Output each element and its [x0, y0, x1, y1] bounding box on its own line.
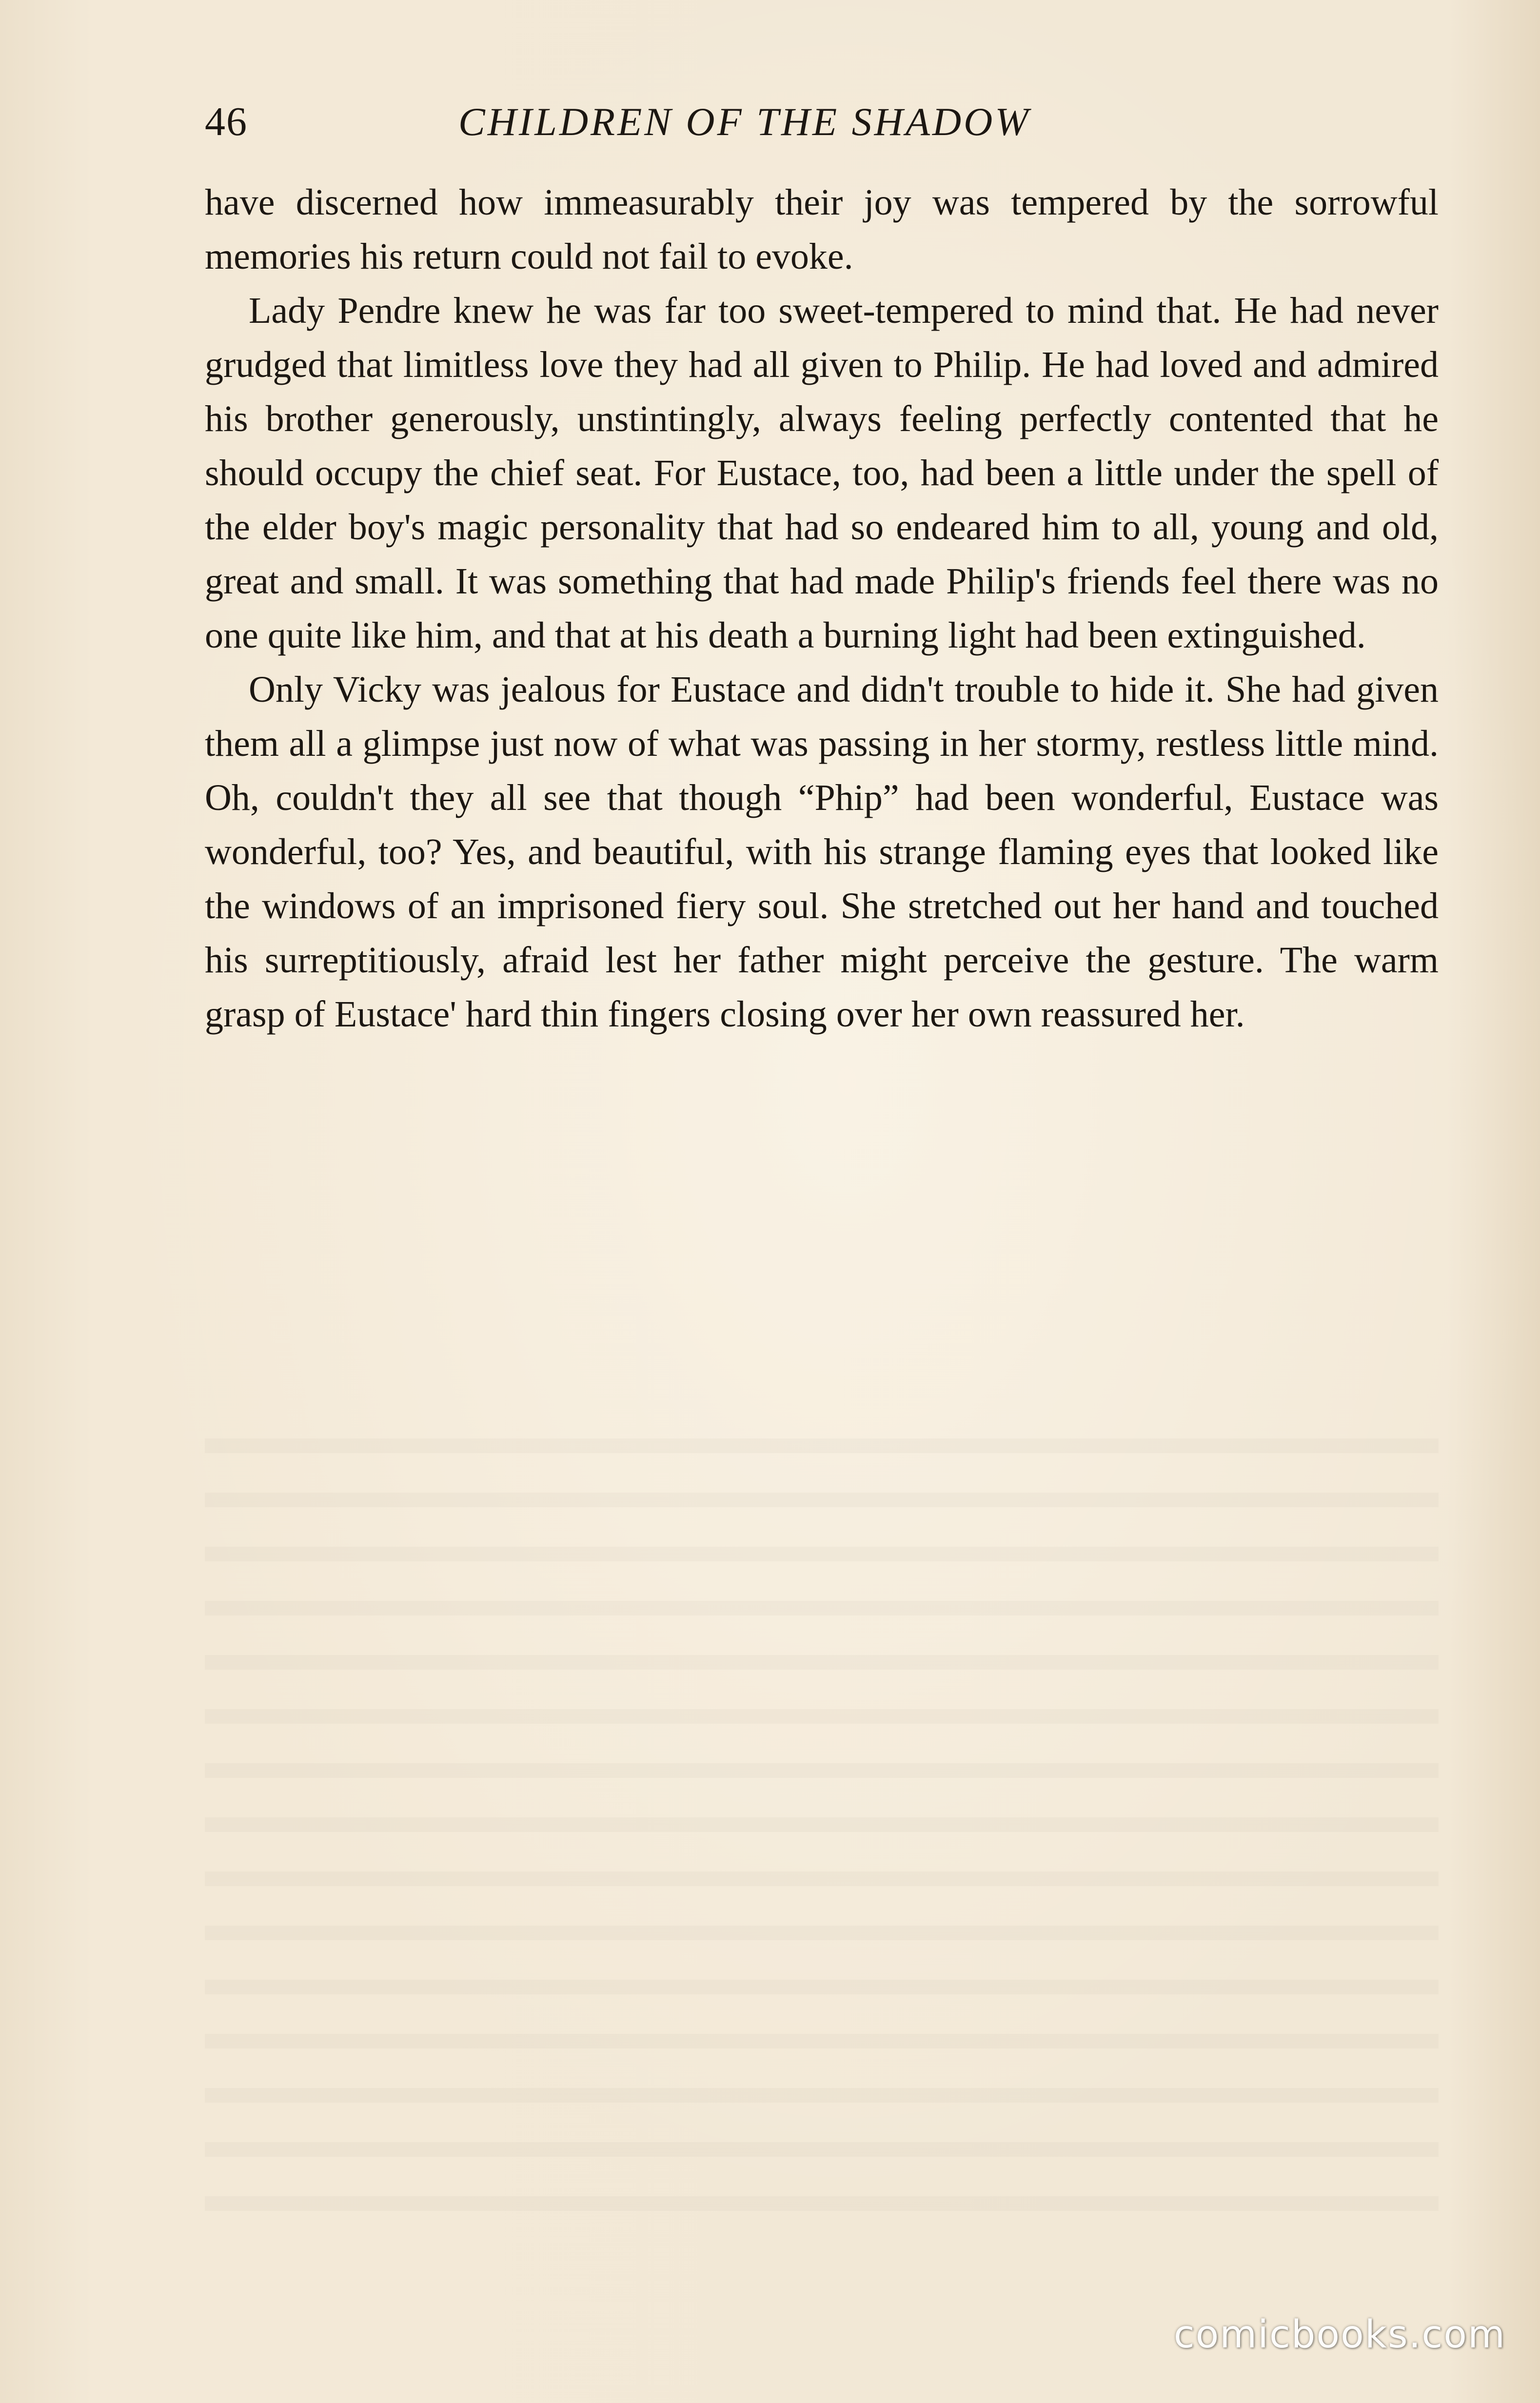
paragraph-1: have discerned how immeasurably their joy was tempered by the sorrowful memories his return could not fail to evoke. — [205, 182, 1439, 277]
page-number: 46 — [205, 99, 248, 144]
show-through-texture — [205, 1414, 1439, 2224]
paragraph-2: Lady Pendre knew he was far too sweet-tempered to mind that. He had never grudged that limitless love they had all given to Philip. He had loved and admired his brother generously, unstintingly, always feeling perfectly contented that he should occupy the chief seat. For Eustace, too, had been a little under the spell of the elder boy's magic personality that had so endeared him to all, young and old, great and small. It was something that had made Philip's friends feel there was no one quite like him, and that at his death a burning light had been extinguished. — [205, 290, 1439, 656]
watermark: comicbooks.com — [1173, 2313, 1506, 2357]
paragraph-3: Only Vicky was jealous for Eustace and didn't trouble to hide it. She had given them all a glimpse just now of what was passing in her stormy, restless little mind. Oh, couldn't they all see that though “Phip” had been wonderful, Eustace was wonderful, too? Yes, and beautiful, with his strange flaming eyes that looked like the windows of an imprisoned fiery soul. She stretched out her hand and touched his surreptitiously, afraid lest her father might perceive the gesture. The warm grasp of Eustace' hard thin fingers closing over her own reassured her. — [205, 669, 1439, 1035]
page-header — [205, 93, 1439, 151]
running-title: CHILDREN OF THE SHADOW — [458, 99, 1031, 144]
body-text — [205, 176, 1439, 1042]
